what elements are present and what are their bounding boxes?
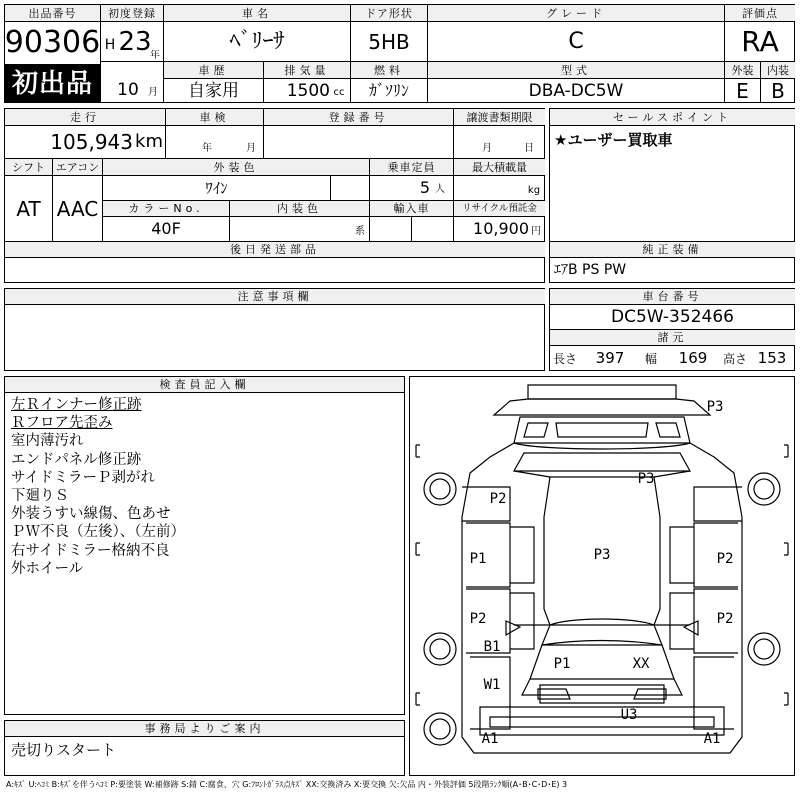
registration-era: H [104,37,116,53]
fuel-label: 燃料 [351,62,427,78]
exterior-rating: E [736,79,749,103]
roof-damage: P3 [593,547,611,563]
inspector-note: Ｒフロア先歪み [11,415,113,432]
height: 153 [757,348,787,367]
caution-label: 注意事項欄 [5,289,545,304]
color-no: 40F [151,219,181,238]
registration-month-unit: 月 [148,87,158,98]
color-no-label: カラーNo. [103,201,229,216]
exterior-color: ﾜｲﾝ [205,178,228,197]
rear-roof-damage: P3 [637,471,655,487]
model-label: 型式 [428,62,724,78]
aircon-label: エアコン [53,159,102,175]
capacity-unit: 人 [435,184,445,195]
inspector-label: 検査員記入欄 [5,377,404,393]
car-name-label: 車名 [164,5,350,21]
aircon: AAC [56,196,99,221]
history: 自家用 [188,80,239,101]
front-left-corner-damage: A1 [481,731,499,747]
front-bumper-damage: U3 [620,707,638,723]
shift: AT [16,196,41,221]
exterior-color-label: 外装色 [103,159,369,175]
door-type: 5HB [368,29,410,54]
max-load-label: 最大積載量 [454,159,545,175]
left-front-door-damage: P2 [469,611,487,627]
recycle-deposit: 10,900 [473,219,529,238]
mileage-label: 走行 [5,109,165,125]
rating-score: RA [741,24,779,58]
displacement-label: 排気量 [264,62,350,78]
car-damage-diagram [410,377,794,775]
left-front-wheel-damage: W1 [483,677,501,693]
width: 169 [678,348,708,367]
reg-number-label: 登録番号 [264,109,453,125]
length: 397 [595,348,625,367]
transfer-deadline-label: 譲渡書類期限 [454,109,545,125]
inspection-month-unit: 月 [246,143,256,154]
registration-year: 23 [118,27,152,57]
first-listing-badge: 初出品 [5,65,100,102]
first-registration-label: 初度登録 [101,5,163,21]
inspector-note: 左Ｒインナー修正跡 [11,397,142,413]
office-label: 事務局よりご案内 [5,721,404,737]
mileage-unit: km [135,131,163,152]
hood-left-damage: P1 [553,656,571,672]
model-code: DBA-DC5W [528,80,624,101]
later-parts-label: 後日発送部品 [5,242,545,257]
inspector-note: 室内薄汚れ [11,433,84,450]
inspection-year-unit: 年 [202,143,212,154]
height-label: 高さ [722,352,747,366]
car-name: ﾍﾞﾘｰｻ [229,28,285,54]
recycle-unit: 円 [531,226,541,237]
displacement-unit: cc [333,87,345,98]
right-front-door-damage: P2 [716,611,734,627]
front-right-corner-damage: A1 [703,731,721,747]
inspector-note: サイドミラーＰ剥がれ [11,469,155,486]
office-text: 売切りスタート [11,740,117,759]
inspector-note: ＰＷ不良（左後）、（左前） [11,524,185,541]
specs-label: 諸元 [550,330,795,345]
hood-right-damage: XX [632,656,650,672]
listing-number: 90306 [5,25,100,60]
import-label: 輸入車 [370,201,453,216]
interior-color-unit: 系 [355,226,365,237]
damage-legend: A:ｷｽﾞ U:ﾍｺﾐ B:ｷｽﾞを伴うﾍｺﾐ P:要塗装 W:補修跡 S:錆 C:腐食、穴 G:ﾌﾛﾝﾄｶﾞﾗｽ点ｷｽﾞ XX:交換済み X:要交換 欠:欠品 内・外装評価 5段階ﾗﾝｸ順(A･B･C･D･E) 3 [6,780,568,789]
left-rear-door-damage: P1 [469,551,487,567]
rating-label: 評価点 [725,5,795,21]
chassis-label: 車台番号 [550,289,795,304]
left-fender-damage: B1 [483,639,501,655]
shift-label: シフト [5,159,52,175]
transfer-day-unit: 日 [524,143,534,154]
grade-label: グレード [428,5,724,21]
registration-month: 10 [117,79,139,100]
max-load-unit: kg [527,185,541,196]
listing-number-label: 出品番号 [5,5,100,21]
rear-bumper-damage: P3 [706,399,724,415]
mileage: 105,943 [50,130,133,154]
inspection-label: 車検 [166,109,263,125]
sales-point-text: ★ユーザー買取車 [554,130,673,149]
transfer-month-unit: 月 [482,143,492,154]
inspector-note: 右サイドミラー格納不良 [11,542,170,559]
interior-color-label: 内装色 [230,201,369,216]
displacement: 1500 [286,80,330,101]
inspector-notes [11,396,185,578]
grade: C [568,28,584,54]
inspector-section [4,376,405,715]
history-label: 車歴 [164,62,263,78]
inspector-note: 外装うすい線傷、色あせ [11,506,171,523]
inspector-note: 外ホイール [11,560,84,577]
chassis-number: DC5W-352466 [611,306,734,327]
interior-rating-label: 内装 [761,62,795,78]
interior-rating: B [771,79,785,103]
registration-year-unit: 年 [150,50,160,61]
length-label: 長さ [552,352,577,366]
left-rear-quarter-damage: P2 [489,491,507,507]
inspector-note: 下廻りＳ [11,488,69,505]
recycle-label: リサイクル預託金 [454,201,545,216]
sales-point-label: セールスポイント [550,109,795,125]
office-section [4,720,405,776]
inspector-note: エンドパネル修正跡 [11,451,142,468]
equipment-text: ｴｱB PS PW [554,262,627,278]
right-rear-door-damage: P2 [716,551,734,567]
capacity-label: 乗車定員 [370,159,453,175]
door-type-label: ドア形状 [351,5,427,21]
capacity: 5 [419,178,430,197]
width-label: 幅 [644,352,657,366]
fuel: ｶﾞｿﾘﾝ [368,81,409,100]
equipment-label: 純正装備 [550,242,795,257]
exterior-rating-label: 外装 [725,62,760,78]
